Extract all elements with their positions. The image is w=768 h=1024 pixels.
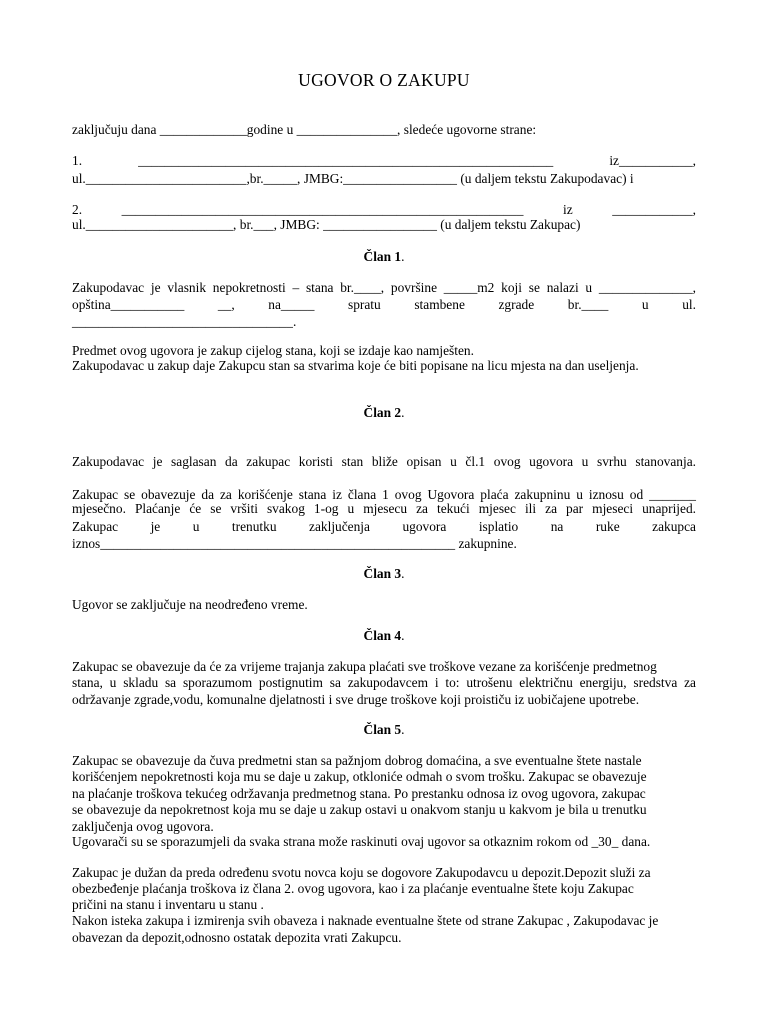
clan4-heading-text: Član 4 (363, 628, 402, 643)
clan5-heading-dot: . (401, 722, 405, 737)
party2-line2: ul.______________________, br.___, JMBG: _________________ (u daljem tekstu Zakupac) (72, 217, 581, 232)
clan4-heading-dot: . (401, 628, 405, 643)
clan5-p1-line4: se obavezuje da nepokretnost koja mu se daje u zakup ostavi u onakvom stanju u kakvom je bila u trenutku (72, 802, 647, 817)
clan4-p1-line3: održavanje zgrade,vodu, komunalne djelatnosti i sve druge troškove koji proističu iz uobičajene upotrebe. (72, 692, 640, 707)
clan3-p1: Ugovor se zaključuje na neodređeno vreme. (72, 597, 308, 612)
clan5-p1-line6: Ugovarači su se sporazumjeli da svaka strana može raskinuti ovaj ugovor sa otkaznim rokom od _30_ dana. (72, 834, 651, 849)
party2-line1: 2. ____________________________________________________________ iz ____________, (72, 202, 696, 217)
clan2-p2-line1: Zakupac se obavezuje da za korišćenje stana iz člana 1 ovog Ugovora plaća zakupninu u iznosu od _______ (72, 487, 696, 502)
intro-line: zaključuju dana _____________godine u _______________, sledeće ugovorne strane: (72, 122, 537, 137)
clan5-p1-line2: korišćenjem nepokretnosti koja mu se daje u zakup, otkloniće odmah o svom trošku. Zakupac se obavezuje (72, 769, 647, 784)
clan2-p2-line4: iznos_____________________________________________________ zakupnine. (72, 536, 517, 551)
clan1-p2-line2: Zakupodavac u zakup daje Zakupcu stan sa stvarima koje će biti popisane na licu mjesta na dan useljenja. (72, 358, 639, 373)
clan5-heading (0, 721, 768, 739)
clan5-p1-line3: na plaćanje troškova tekućeg održavanja predmetnog stana. Po prestanku odnosa iz ovog ugovora, zakupac (72, 786, 646, 801)
clan5-p2-line1: Zakupac je dužan da preda određenu svotu novca koju se dogovore Zakupodavcu u depozit.Depozit služi za (72, 865, 651, 880)
clan2-heading (0, 404, 768, 422)
clan2-heading-dot: . (401, 405, 405, 420)
clan2-p1: Zakupodavac je saglasan da zakupac koristi stan bliže opisan u čl.1 ovog ugovora u svrhu stanovanja. (72, 454, 696, 469)
clan1-heading (0, 248, 768, 266)
document-title: UGOVOR O ZAKUPU (298, 70, 470, 90)
clan5-p2-line3: pričini na stanu i inventaru u stanu . (72, 897, 264, 912)
clan1-p1-line2: opština___________ __, na_____ spratu stambene zgrade br.____ u ul. (72, 297, 696, 312)
clan1-heading-dot: . (401, 249, 405, 264)
clan5-p1-line5: zaključenja ovog ugovora. (72, 819, 214, 834)
clan5-p2-line5: obavezan da depozit,odnosno ostatak depozita vrati Zakupcu. (72, 930, 402, 945)
clan2-p2-line2: mjesečno. Plaćanje će se vršiti svakog 1-og u mjesecu za tekući mjesec ili za par mjeseci unaprijed. (72, 501, 696, 516)
clan1-p1-line1: Zakupodavac je vlasnik nepokretnosti – stana br.____, površine _____m2 koji se nalazi u ______________, (72, 280, 696, 295)
clan5-heading-text: Član 5 (363, 722, 402, 737)
party1-line1: 1. ______________________________________________________________ iz___________, (72, 153, 696, 168)
clan3-heading-dot: . (401, 566, 405, 581)
clan2-p2-line3: Zakupac je u trenutku zaključenja ugovora isplatio na ruke zakupca (72, 519, 696, 534)
clan5-p2-line4: Nakon isteka zakupa i izmirenja svih obaveza i naknade eventualne štete od strane Zakupac , Zakupodavac je (72, 913, 659, 928)
clan3-heading (0, 565, 768, 583)
clan5-p1-line1: Zakupac se obavezuje da čuva predmetni stan sa pažnjom dobrog domaćina, a sve eventualne štete nastale (72, 753, 642, 768)
clan1-p1-line3: _________________________________. (72, 314, 297, 329)
clan1-p2-line1: Predmet ovog ugovora je zakup cijelog stana, koji se izdaje kao namješten. (72, 343, 474, 358)
clan4-p1-line2: stana, u skladu sa sporazumom postignutim sa zakupodavcem i to: utrošenu električnu energiju, sredstva za (72, 675, 696, 690)
clan5-p2-line2: obezbeđenje plaćanja troškova iz člana 2. ovog ugovora, kao i za plaćanje eventualne štete koju Zakupac (72, 881, 634, 896)
clan3-heading-text: Član 3 (363, 566, 402, 581)
clan4-p1-line1: Zakupac se obavezuje da će za vrijeme trajanja zakupa plaćati sve troškove vezane za korišćenje predmetnog (72, 659, 657, 674)
clan1-heading-text: Član 1 (363, 249, 402, 264)
party1-line2: ul.________________________,br._____, JMBG:_________________ (u daljem tekstu Zakupodavac) i (72, 171, 634, 186)
clan2-heading-text: Član 2 (363, 405, 402, 420)
clan4-heading (0, 627, 768, 645)
